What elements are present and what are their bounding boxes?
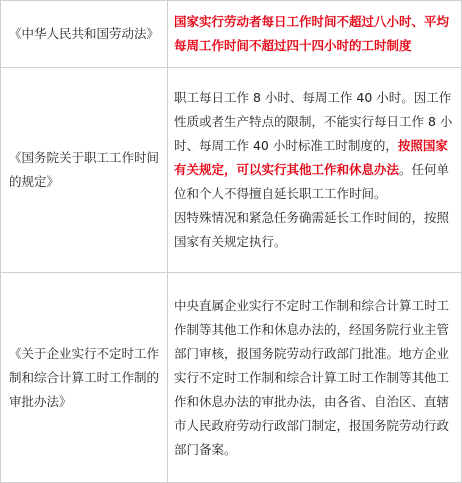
highlighted-text: 国家实行劳动者每日工作时间不超过八小时、平均每周工作时间不超过四十四小时的工时制度 <box>174 14 450 53</box>
highlighted-text: 按照国家有关规定，可以实行其他工作和休息办法 <box>174 138 448 177</box>
law-name-cell <box>1 1 168 68</box>
law-name: 《中华人民共和国劳动法》 <box>9 26 160 41</box>
table-row <box>1 273 462 483</box>
content-paragraph: 因特殊情况和紧急任务确需延长工作时间的，按照国家有关规定执行。 <box>174 210 450 249</box>
table-row <box>1 68 462 273</box>
content-text: 中央直属企业实行不定时工作制和综合计算工时工作制等其他工作和休息办法的，经国务院行业主管部门审核，报国务院劳动行政部门批准。地方企业实行不定时工作制和综合计算工时工作制等其他工作和休息办法的审批办法，由各省、自治区、直辖市人民政府劳动行政部门制定，报国务院劳动行政部门备案。 <box>174 297 450 457</box>
law-content-cell <box>168 273 462 483</box>
content-text: 。任何单位和个人不得擅自延长职工工作时间。 <box>174 162 450 201</box>
law-name-cell <box>1 68 168 273</box>
law-name: 《国务院关于职工工作时间的规定》 <box>9 150 160 189</box>
content-paragraph <box>174 86 455 206</box>
law-content-cell <box>168 68 462 273</box>
law-name-cell <box>1 273 168 483</box>
law-content-cell <box>168 1 462 68</box>
law-name: 《关于企业实行不定时工作制和综合计算工时工作制的审批办法》 <box>9 345 160 409</box>
content-text: 职工每日工作 8 小时、每周工作 40 小时。因工作性质或者生产特点的限制，不能实行每日工作 8 小时、每周工作 40 小时标准工时制度的， <box>174 90 453 153</box>
table-row <box>1 1 462 68</box>
